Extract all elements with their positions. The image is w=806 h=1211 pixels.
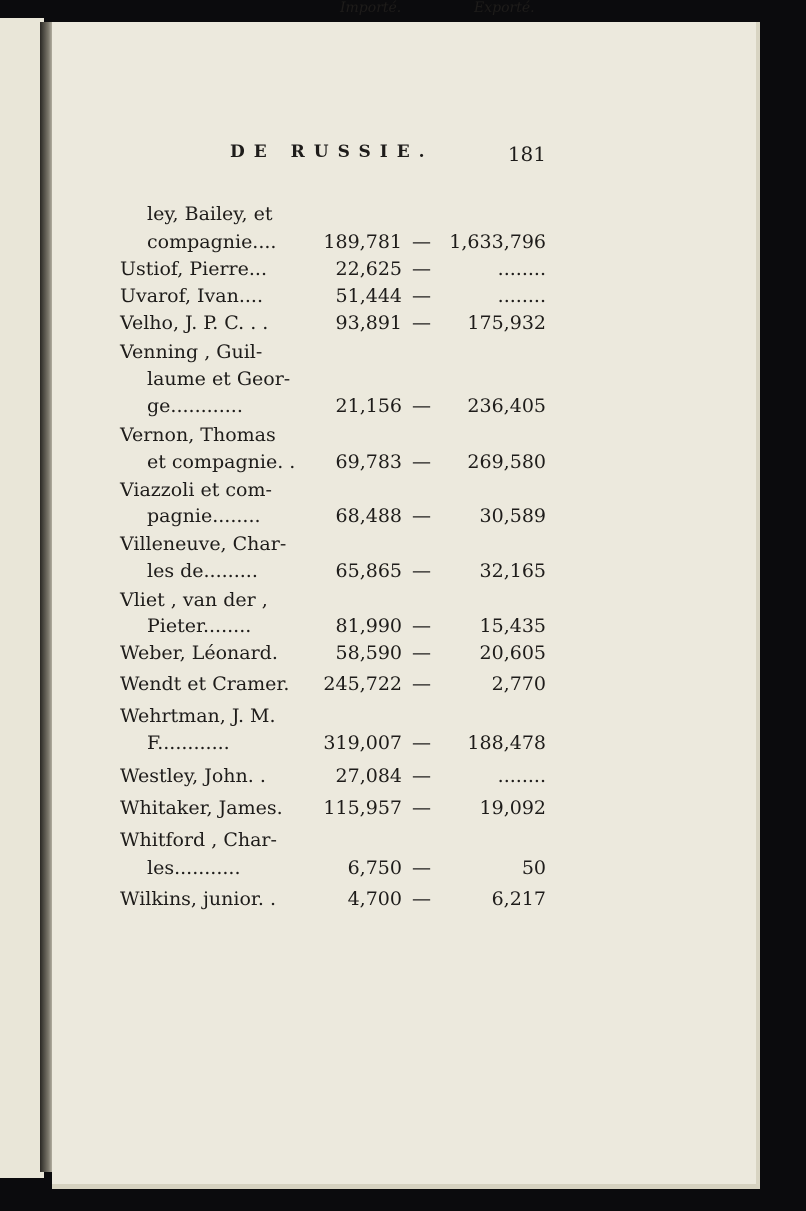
row-imported: 22,625: [335, 258, 402, 280]
row-name: F............: [147, 732, 230, 754]
row-imported: 51,444: [335, 285, 402, 307]
table-row: [120, 855, 560, 881]
row-exported: 2,770: [491, 673, 546, 695]
dash-separator: —: [412, 395, 431, 417]
row-imported: 93,891: [335, 312, 402, 334]
row-name: Wendt et Cramer.: [120, 673, 290, 695]
dash-separator: —: [412, 615, 431, 637]
dash-separator: —: [412, 505, 431, 527]
row-name: Venning , Guil-: [120, 341, 263, 363]
row-imported: 69,783: [335, 451, 402, 473]
row-imported: 81,990: [335, 615, 402, 637]
column-header-exported: Exporté.: [474, 0, 535, 16]
row-name: Velho, J. P. C. . .: [120, 312, 269, 334]
row-exported: 1,633,796: [449, 231, 546, 253]
table-row: [120, 531, 560, 557]
row-exported: 175,932: [467, 312, 546, 334]
row-name: pagnie........: [147, 505, 261, 527]
row-imported: 4,700: [347, 888, 402, 910]
row-exported: 19,092: [479, 797, 546, 819]
row-imported: 68,488: [335, 505, 402, 527]
row-name: Weber, Léonard.: [120, 642, 278, 664]
dash-separator: —: [412, 231, 431, 253]
table-row: [120, 613, 560, 639]
row-name: ley, Bailey, et: [147, 203, 273, 225]
table-row: [120, 640, 560, 666]
table-row: [120, 503, 560, 529]
dash-separator: —: [412, 642, 431, 664]
dash-separator: —: [412, 888, 431, 910]
table-row: [120, 339, 560, 365]
table-row: [120, 393, 560, 419]
row-imported: 65,865: [335, 560, 402, 582]
row-name: les...........: [147, 857, 241, 879]
row-name: laume et Geor-: [147, 368, 291, 390]
row-imported: 6,750: [347, 857, 402, 879]
row-imported: 21,156: [335, 395, 402, 417]
table-row: [120, 703, 560, 729]
row-exported: ........: [497, 258, 546, 280]
row-name: Vliet , van der ,: [120, 589, 268, 611]
dash-separator: —: [412, 765, 431, 787]
dash-separator: —: [412, 673, 431, 695]
row-name: les de.........: [147, 560, 258, 582]
table-row: [120, 795, 560, 821]
dash-separator: —: [412, 451, 431, 473]
row-exported: 32,165: [479, 560, 546, 582]
running-title: DE RUSSIE.: [230, 142, 434, 162]
page-number: 181: [507, 142, 546, 166]
row-name: Uvarof, Ivan....: [120, 285, 263, 307]
table-row: [120, 886, 560, 912]
facing-page-edge: [0, 18, 44, 1178]
table-row: [120, 229, 560, 255]
row-name: et compagnie. .: [147, 451, 296, 473]
row-imported: 58,590: [335, 642, 402, 664]
row-exported: 6,217: [491, 888, 546, 910]
row-name: Wilkins, junior. .: [120, 888, 276, 910]
dash-separator: —: [412, 797, 431, 819]
table-row: [120, 310, 560, 336]
running-head: [230, 142, 550, 166]
row-name: Whitford , Char-: [120, 829, 277, 851]
row-exported: 15,435: [479, 615, 546, 637]
column-header-imported: Importé.: [340, 0, 402, 16]
table-row: [120, 763, 560, 789]
row-imported: 115,957: [323, 797, 402, 819]
table-row: [120, 827, 560, 853]
row-name: Westley, John. .: [120, 765, 266, 787]
row-exported: 269,580: [467, 451, 546, 473]
table-row: [120, 201, 560, 227]
table-row: [120, 671, 560, 697]
row-name: ge............: [147, 395, 243, 417]
dash-separator: —: [412, 258, 431, 280]
table-row: [120, 587, 560, 613]
table-row: [120, 422, 560, 448]
row-imported: 319,007: [323, 732, 402, 754]
row-exported: ........: [497, 765, 546, 787]
table-row: [120, 558, 560, 584]
dash-separator: —: [412, 857, 431, 879]
row-exported: 30,589: [479, 505, 546, 527]
table-row: [120, 256, 560, 282]
row-name: compagnie....: [147, 231, 277, 253]
row-exported: 20,605: [479, 642, 546, 664]
row-imported: 27,084: [335, 765, 402, 787]
table-row: [120, 477, 560, 503]
row-imported: 245,722: [323, 673, 402, 695]
row-exported: ........: [497, 285, 546, 307]
table-row: [120, 730, 560, 756]
row-exported: 188,478: [467, 732, 546, 754]
dash-separator: —: [412, 312, 431, 334]
table-row: [120, 366, 560, 392]
row-name: Villeneuve, Char-: [120, 533, 287, 555]
row-name: Wehrtman, J. M.: [120, 705, 276, 727]
row-exported: 50: [521, 857, 546, 879]
dash-separator: —: [412, 560, 431, 582]
row-name: Viazzoli et com-: [120, 479, 272, 501]
row-imported: 189,781: [323, 231, 402, 253]
table-row: [120, 283, 560, 309]
table-row: [120, 449, 560, 475]
row-name: Pieter........: [147, 615, 252, 637]
dash-separator: —: [412, 285, 431, 307]
row-exported: 236,405: [467, 395, 546, 417]
row-name: Ustiof, Pierre...: [120, 258, 267, 280]
row-name: Whitaker, James.: [120, 797, 283, 819]
dash-separator: —: [412, 732, 431, 754]
row-name: Vernon, Thomas: [120, 424, 276, 446]
